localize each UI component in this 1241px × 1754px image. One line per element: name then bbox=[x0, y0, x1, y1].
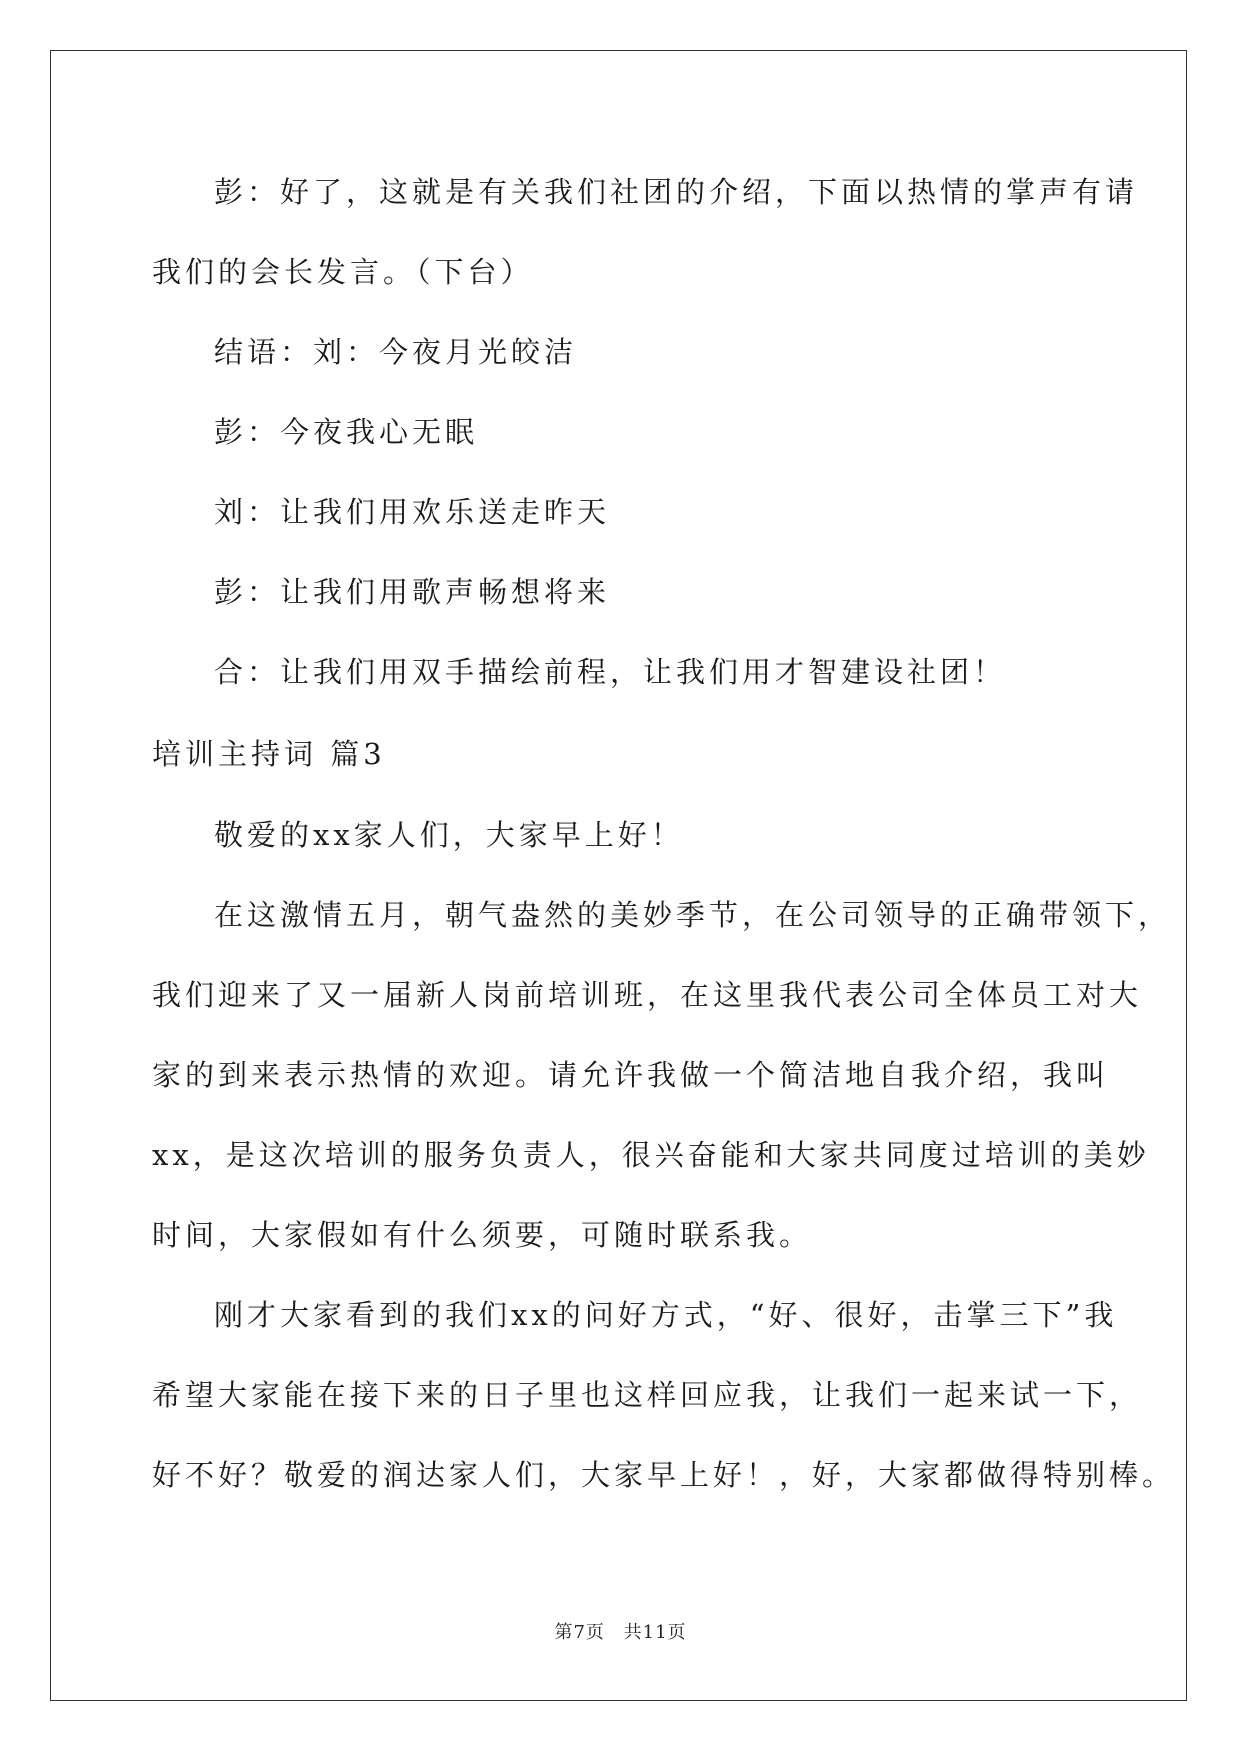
paragraph-line: 在这激情五月，朝气盎然的美妙季节，在公司领导的正确带领下， bbox=[214, 898, 1172, 932]
page-footer bbox=[0, 1618, 1241, 1644]
page-total: 共11页 bbox=[623, 1622, 687, 1643]
paragraph-line: 希望大家能在接下来的日子里也这样回应我，让我们一起来试一下， bbox=[152, 1378, 1143, 1412]
page-border bbox=[50, 50, 1187, 1701]
paragraph-line: 彭：好了，这就是有关我们社团的介绍，下面以热情的掌声有请 bbox=[214, 175, 1139, 209]
paragraph-line: 刘：让我们用欢乐送走昨天 bbox=[214, 495, 611, 529]
paragraph-line: 家的到来表示热情的欢迎。请允许我做一个简洁地自我介绍，我叫 bbox=[152, 1058, 1110, 1092]
paragraph-line: 彭：让我们用歌声畅想将来 bbox=[214, 575, 611, 609]
paragraph-line: 我们迎来了又一届新人岗前培训班，在这里我代表公司全体员工对大 bbox=[152, 978, 1143, 1012]
page-number: 第7页 bbox=[554, 1622, 605, 1643]
paragraph-line: 时间，大家假如有什么须要，可随时联系我。 bbox=[152, 1218, 813, 1252]
paragraph-line: 结语：刘：今夜月光皎洁 bbox=[214, 335, 578, 369]
section-heading: 培训主持词 篇3 bbox=[152, 737, 386, 771]
paragraph-line: xx，是这次培训的服务负责人，很兴奋能和大家共同度过培训的美妙 bbox=[152, 1138, 1150, 1172]
paragraph-line: 我们的会长发言。（下台） bbox=[152, 255, 534, 289]
paragraph-line: 敬爱的xx家人们，大家早上好！ bbox=[214, 818, 684, 852]
paragraph-line: 刚才大家看到的我们xx的问好方式，“好、很好，击掌三下”我 bbox=[214, 1298, 1118, 1332]
paragraph-line: 合：让我们用双手描绘前程，让我们用才智建设社团！ bbox=[214, 655, 1007, 689]
paragraph-line: 彭：今夜我心无眠 bbox=[214, 415, 479, 449]
paragraph-line: 好不好？敬爱的润达家人们，大家早上好！，好，大家都做得特别棒。 bbox=[152, 1458, 1176, 1492]
